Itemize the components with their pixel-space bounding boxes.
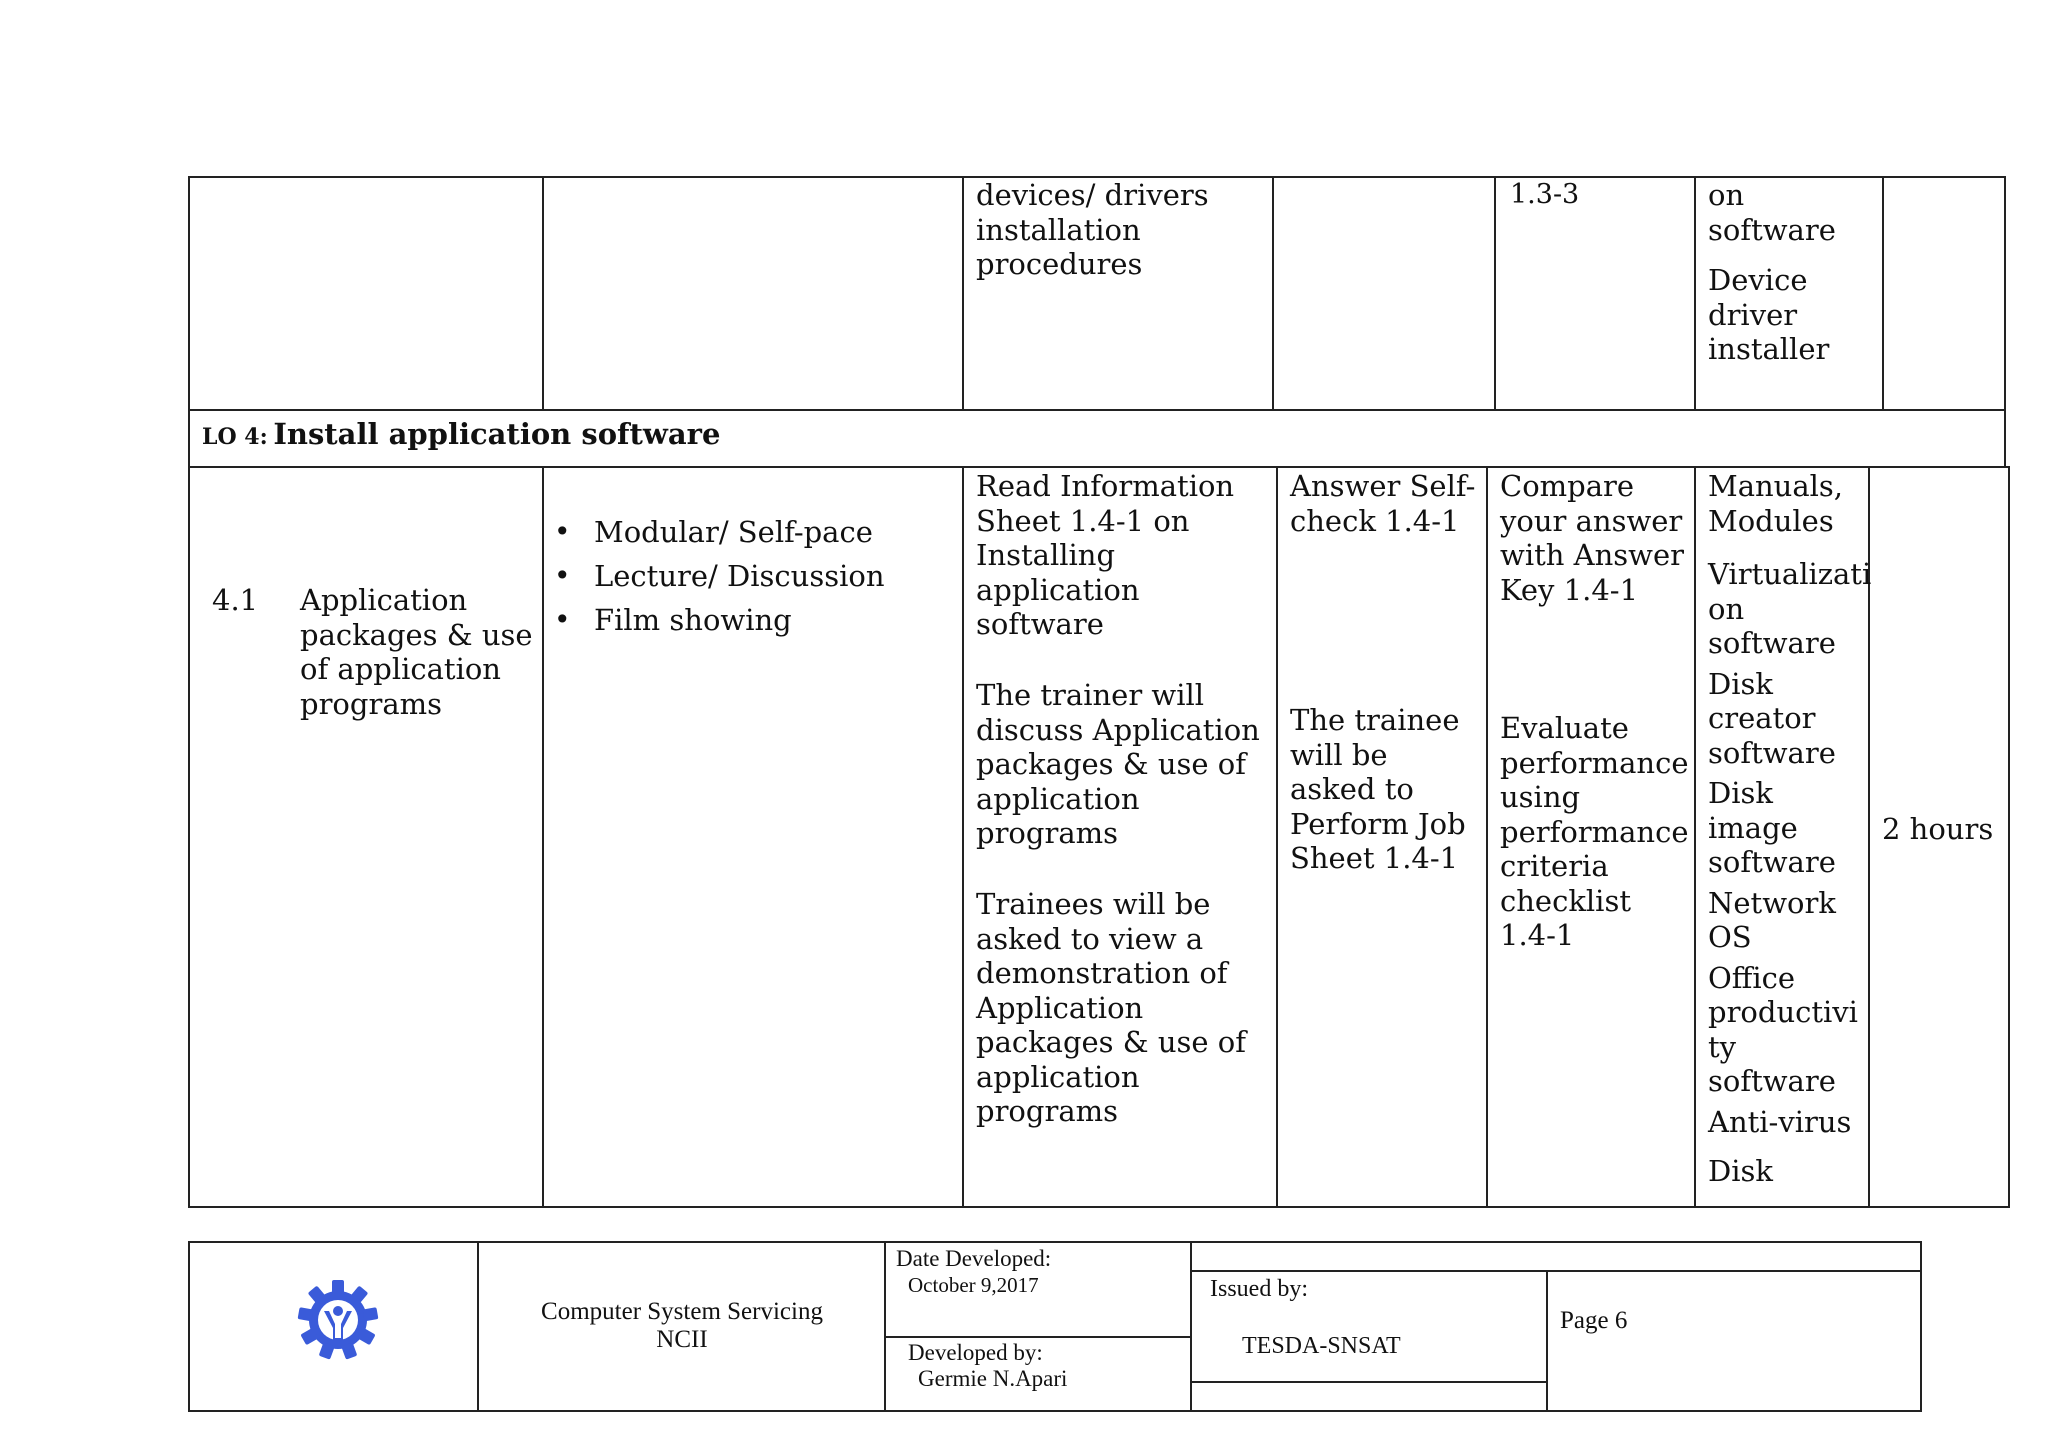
- list-item: • Lecture/ Discussion: [548, 554, 885, 598]
- table-right-border-top: [2004, 176, 2006, 468]
- footer-inner-line: [1190, 1381, 1548, 1383]
- developed-by-label: Developed by:: [908, 1340, 1043, 1365]
- top-col-divider: [1882, 176, 1884, 410]
- top-col-divider: [1694, 176, 1696, 410]
- top-row-resource-b: Device driver installer: [1708, 263, 1830, 366]
- list-item: • Film showing: [548, 598, 885, 642]
- table-bottom-border: [188, 1206, 2010, 1208]
- presentation-read: Read Information Sheet 1.4-1 on Installing application software: [976, 469, 1235, 641]
- lo-prefix: LO 4:: [202, 424, 268, 450]
- footer-right-border: [1920, 1241, 1922, 1412]
- feedback-compare: Compare your answer with Answer Key 1.4-1: [1500, 469, 1684, 607]
- footer-course-title: Computer System Servicing NCII: [541, 1298, 823, 1353]
- main-col-divider: [1276, 466, 1278, 1208]
- main-col-divider: [1694, 466, 1696, 1208]
- content-text: Application packages & use of application programs: [300, 583, 533, 721]
- issued-by-label: Issued by:: [1210, 1276, 1308, 1302]
- resources-list: [1708, 469, 1871, 1189]
- tesda-gear-logo-icon: [297, 1279, 379, 1361]
- top-row-assessment-ref: 1.3-3: [1510, 179, 1580, 210]
- list-item: Disk image software: [1708, 776, 1836, 879]
- list-item: Disk creator software: [1708, 666, 1836, 770]
- main-col-divider: [542, 466, 544, 1208]
- lo-row-top-border: [188, 409, 2006, 411]
- content-number: 4.1: [212, 583, 259, 617]
- page-number: Page 6: [1560, 1307, 1628, 1334]
- list-item: Anti-virus: [1708, 1104, 1852, 1139]
- footer-divider: [1546, 1270, 1548, 1412]
- footer-top-border: [188, 1241, 1922, 1243]
- list-item: Network OS: [1708, 885, 1836, 954]
- top-col-divider: [1494, 176, 1496, 410]
- list-item: Virtualizati on software: [1708, 557, 1872, 660]
- footer-divider: [477, 1241, 479, 1412]
- main-col-divider: [962, 466, 964, 1208]
- time-value: 2 hours: [1882, 812, 1994, 846]
- practice-job-sheet: The trainee will be asked to Perform Job Sheet 1.4-1: [1290, 703, 1466, 875]
- list-item: Office productivi ty software: [1708, 960, 1858, 1098]
- footer-inner-line: [884, 1336, 1192, 1338]
- feedback-evaluate: Evaluate performance using performance criteria checklist 1.4-1: [1500, 711, 1689, 952]
- top-col-divider: [962, 176, 964, 410]
- table-right-border-bottom: [2008, 466, 2010, 1208]
- top-col-divider: [542, 176, 544, 410]
- presentation-discuss: The trainer will discuss Application packages & use of application programs: [976, 678, 1260, 850]
- lo-header: [202, 414, 720, 459]
- footer-divider: [1190, 1241, 1192, 1412]
- date-developed-value: October 9,2017: [908, 1273, 1039, 1297]
- issued-by-value: TESDA-SNSAT: [1242, 1333, 1401, 1359]
- methods-list: [548, 510, 885, 642]
- footer-inner-line: [1190, 1270, 1922, 1272]
- presentation-demo: Trainees will be asked to view a demonstration of Application packages & use of application programs: [976, 887, 1246, 1128]
- list-item: Manuals, Modules: [1708, 469, 1844, 538]
- footer-left-border: [188, 1241, 190, 1412]
- main-col-divider: [1486, 466, 1488, 1208]
- practice-self-check: Answer Self- check 1.4-1: [1290, 469, 1476, 538]
- lo-row-bottom-border: [188, 466, 2010, 468]
- footer-bottom-border: [188, 1410, 1922, 1412]
- top-row-presentation: devices/ drivers installation procedures: [976, 178, 1209, 281]
- lo-title: Install application software: [273, 417, 721, 451]
- list-item: Disk: [1708, 1154, 1773, 1188]
- date-developed-label: Date Developed:: [896, 1246, 1052, 1271]
- footer-divider: [884, 1241, 886, 1412]
- top-col-divider: [1272, 176, 1274, 410]
- table-left-border: [188, 176, 190, 1208]
- developed-by-value: Germie N.Apari: [918, 1366, 1068, 1391]
- list-item: • Modular/ Self-pace: [548, 510, 885, 554]
- top-row-resource-a: on software: [1708, 178, 1836, 247]
